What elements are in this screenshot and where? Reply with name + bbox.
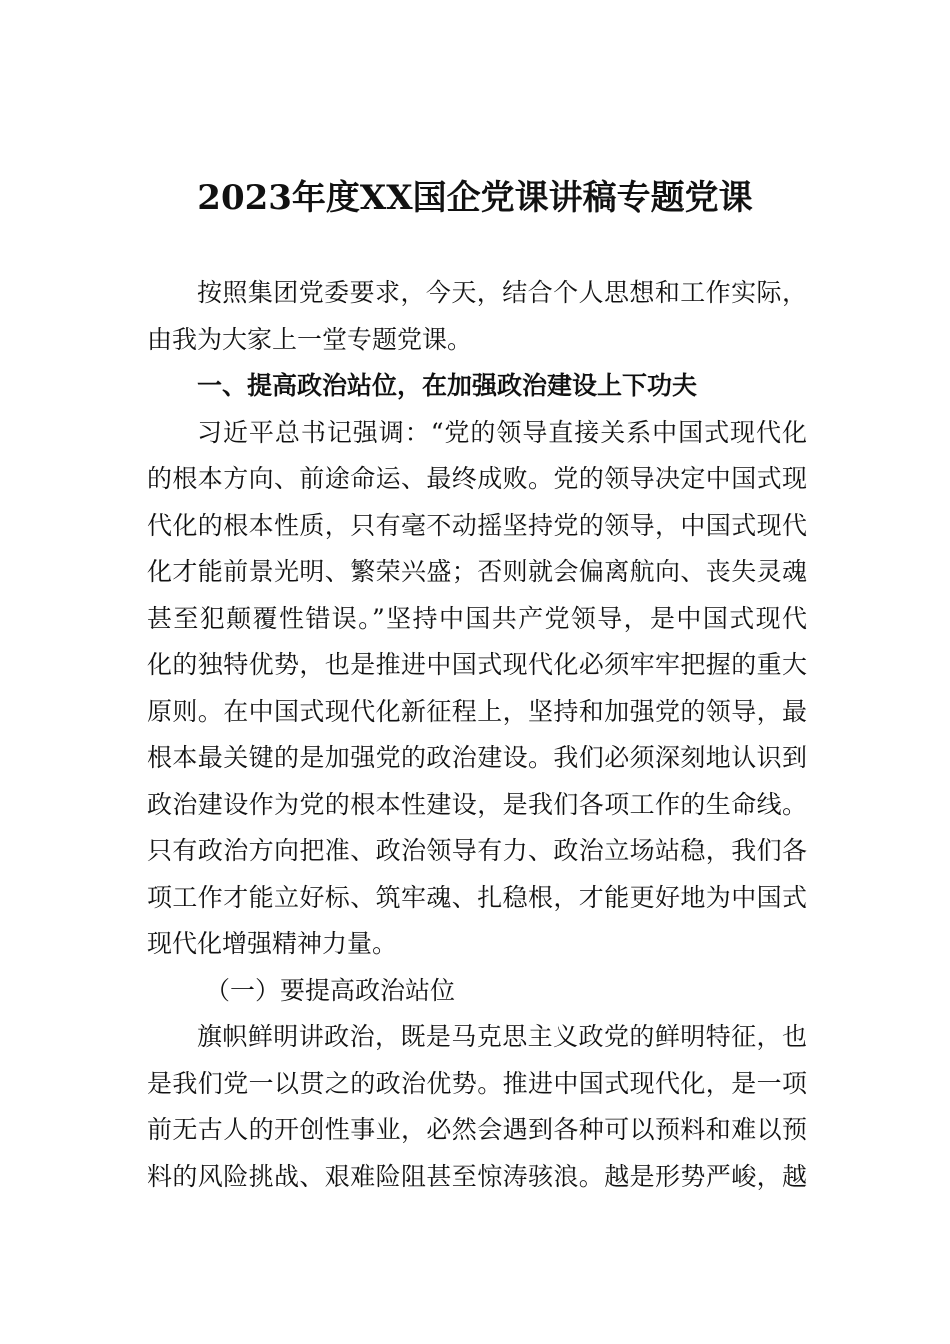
paragraph-line: 政治建设作为党的根本性建设，是我们各项工作的生命线。 <box>147 789 807 819</box>
paragraph-line: 按照集团党委要求，今天，结合个人思想和工作实际， <box>197 278 807 307</box>
paragraph-line: 习近平总书记强调：“党的领导直接关系中国式现代化 <box>197 417 807 447</box>
paragraph-line: 项工作才能立好标、筑牢魂、扎稳根，才能更好地为中国式 <box>147 882 807 912</box>
paragraph-line: 代化的根本性质，只有毫不动摇坚持党的领导，中国式现代 <box>147 510 807 540</box>
paragraph-line: 化的独特优势，也是推进中国式现代化必须牢牢把握的重大 <box>147 650 807 679</box>
paragraph-line: 料的风险挑战、艰难险阻甚至惊涛骇浪。越是形势严峻，越 <box>147 1161 807 1191</box>
paragraph-line: 原则。在中国式现代化新征程上，坚持和加强党的领导，最 <box>147 696 807 726</box>
paragraph-line: 前无古人的开创性事业，必然会遇到各种可以预料和难以预 <box>147 1115 807 1144</box>
paragraph-line: 只有政治方向把准、政治领导有力、政治立场站稳，我们各 <box>147 836 807 865</box>
document-body <box>147 270 807 1200</box>
document-title: 2023年度XX国企党课讲稿专题党课 <box>197 178 753 218</box>
paragraph-line: 的根本方向、前途命运、最终成败。党的领导决定中国式现 <box>147 464 807 493</box>
subsection-heading: （一）要提高政治站位 <box>205 975 456 1005</box>
paragraph-line: 根本最关键的是加强党的政治建设。我们必须深刻地认识到 <box>147 743 807 772</box>
paragraph-line: 旗帜鲜明讲政治，既是马克思主义政党的鲜明特征，也 <box>197 1022 807 1051</box>
paragraph-line: 现代化增强精神力量。 <box>147 929 398 958</box>
paragraph-line: 是我们党一以贯之的政治优势。推进中国式现代化，是一项 <box>147 1068 807 1098</box>
paragraph-line: 由我为大家上一堂专题党课。 <box>147 324 473 354</box>
paragraph-line: 化才能前景光明、繁荣兴盛；否则就会偏离航向、丧失灵魂 <box>147 557 807 586</box>
paragraph-line: 甚至犯颠覆性错误。”坚持中国共产党领导，是中国式现代 <box>147 603 807 633</box>
section-heading: 一、提高政治站位，在加强政治建设上下功夫 <box>197 371 698 400</box>
